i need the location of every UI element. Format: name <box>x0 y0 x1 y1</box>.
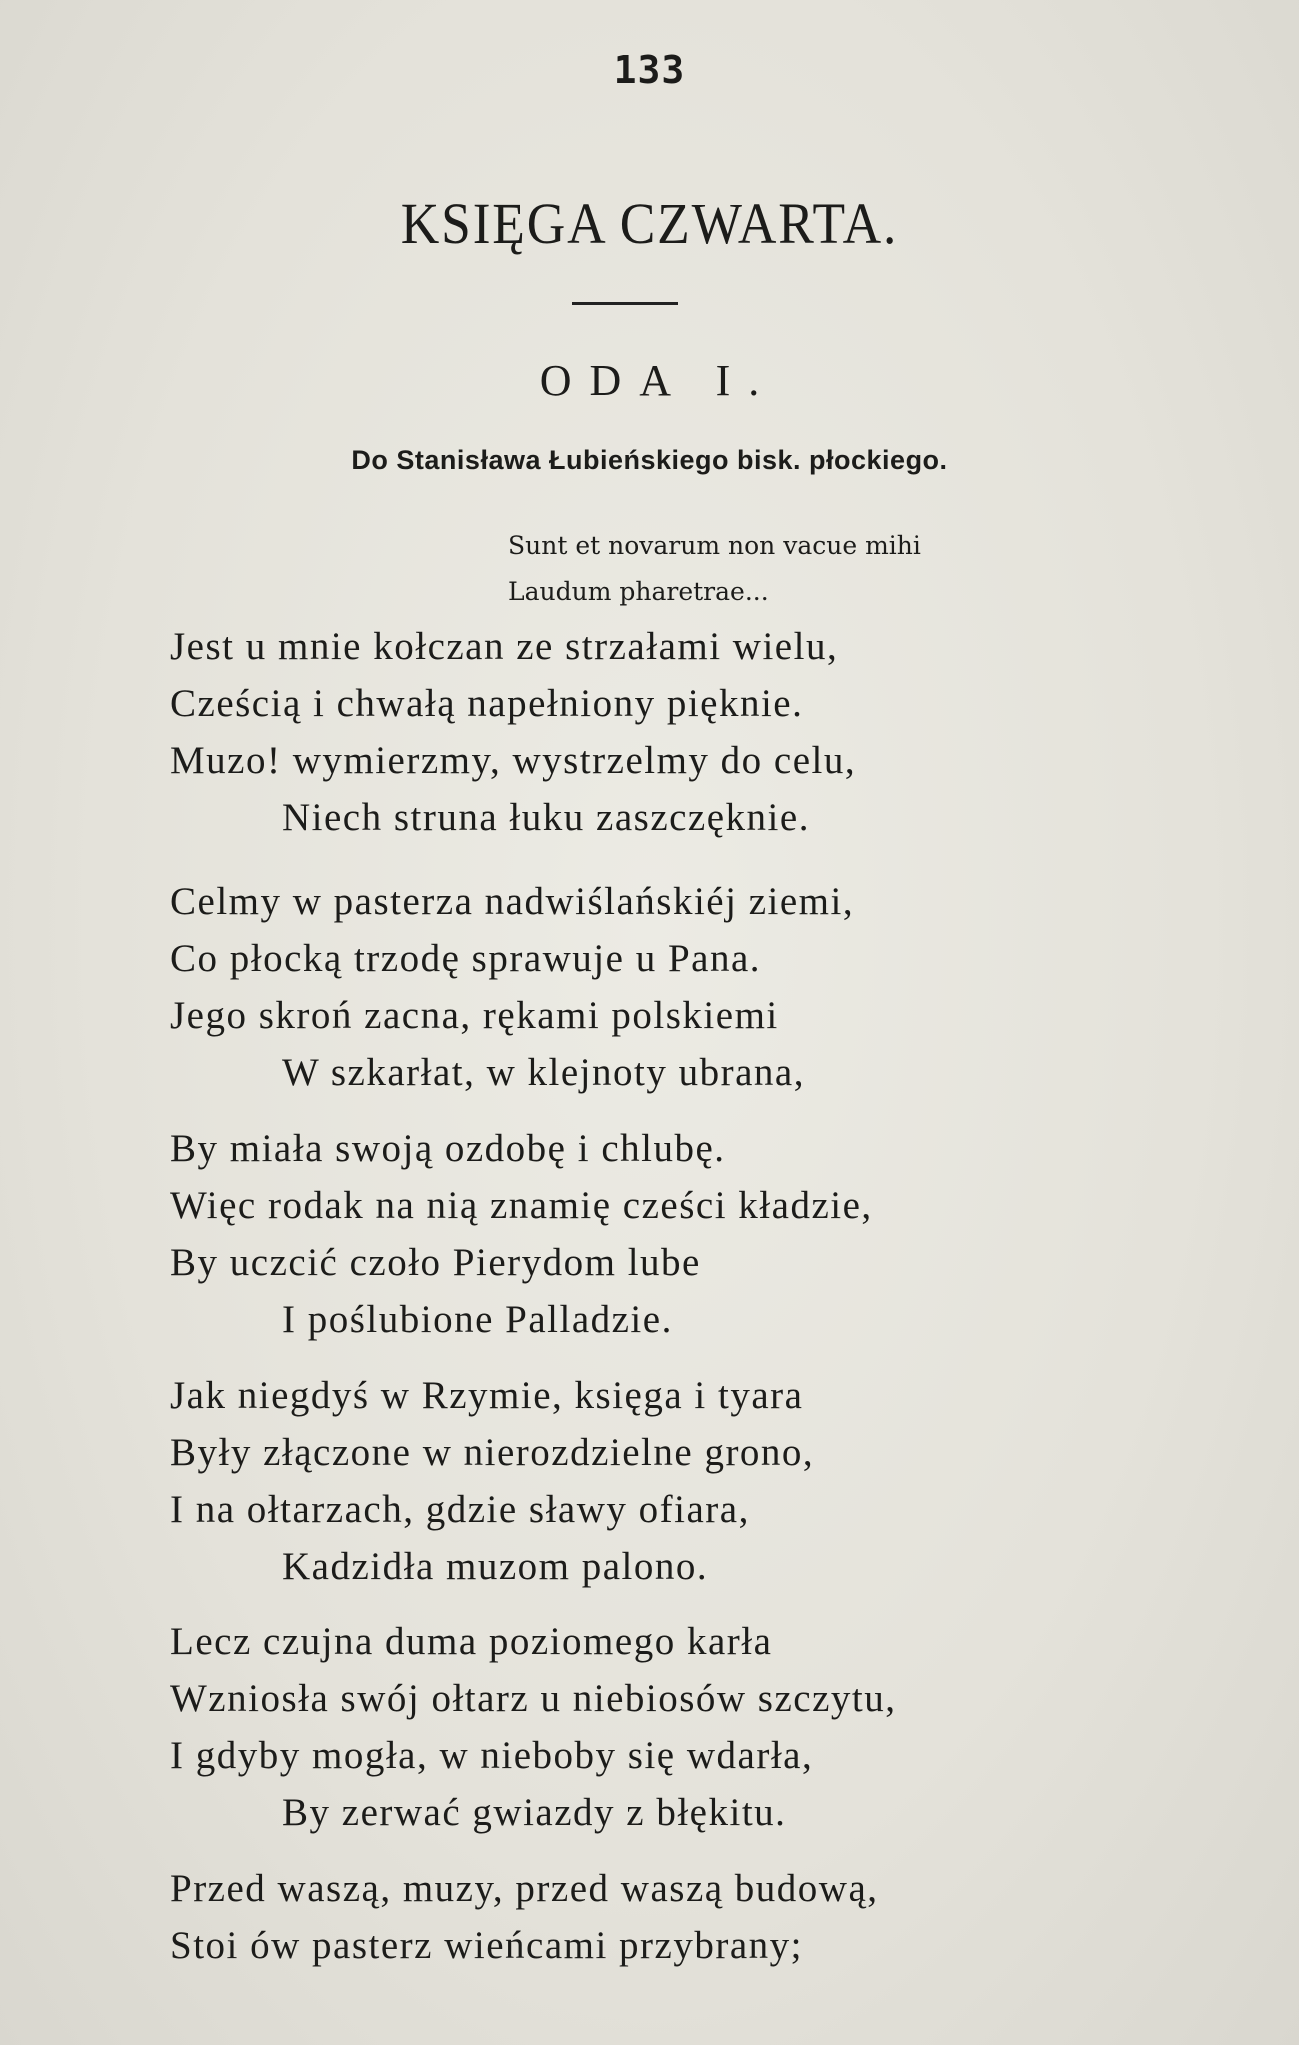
verse-line: I na ołtarzach, gdzie sławy ofiara, <box>170 1488 750 1531</box>
epigraph-line: Sunt et novarum non vacue mihi <box>508 531 921 560</box>
verse-line: Jest u mnie kołczan ze strzałami wielu, <box>170 625 839 668</box>
verse-line: Więc rodak na nią znamię cześci kładzie, <box>170 1184 873 1227</box>
verse-line: Muzo! wymierzmy, wystrzelmy do celu, <box>170 739 857 782</box>
verse-line: By uczcić czoło Pierydom lube <box>170 1241 701 1284</box>
ode-title: ODA I. <box>539 356 778 405</box>
verse-line: Celmy w pasterza nadwiślańskiéj ziemi, <box>170 880 855 923</box>
verse-line: I poślubione Palladzie. <box>282 1298 673 1341</box>
verse-line: Stoi ów pasterz wieńcami przybrany; <box>170 1924 803 1967</box>
verse-line: By zerwać gwiazdy z błękitu. <box>282 1791 787 1834</box>
verse-line: By miała swoją ozdobę i chlubę. <box>170 1127 726 1170</box>
epigraph <box>508 523 921 615</box>
dedication: Do Stanisława Łubieńskiego bisk. płockiego. <box>351 445 948 475</box>
stanza-4 <box>170 1367 814 1595</box>
title-divider <box>572 302 678 305</box>
stanza-3 <box>170 1120 873 1348</box>
book-title: KSIĘGA CZWARTA. <box>400 191 899 256</box>
verse-line: Wzniosła swój ołtarz u niebiosów szczytu, <box>170 1677 897 1720</box>
verse-line: I gdyby mogła, w nieboby się wdarła, <box>170 1734 814 1777</box>
stanza-5 <box>170 1613 897 1841</box>
verse-line: Były złączone w nierozdzielne grono, <box>170 1431 815 1474</box>
verse-line: Przed waszą, muzy, przed waszą budową, <box>170 1867 879 1910</box>
verse-line: Co płocką trzodę sprawuje u Pana. <box>170 937 762 980</box>
verse-line: Cześcią i chwałą napełniony pięknie. <box>170 682 804 725</box>
verse-line: Niech struna łuku zaszczęknie. <box>282 796 810 839</box>
page-number: 133 <box>613 48 686 92</box>
verse-line: Lecz czujna duma poziomego karła <box>170 1620 773 1663</box>
verse-line: Jak niegdyś w Rzymie, księga i tyara <box>170 1374 804 1417</box>
verse-line: W szkarłat, w klejnoty ubrana, <box>282 1051 805 1094</box>
verse-line: Jego skroń zacna, rękami polskiemi <box>170 994 779 1037</box>
epigraph-line: Laudum pharetrae... <box>508 577 769 606</box>
stanza-2 <box>170 873 854 1101</box>
stanza-1 <box>170 618 856 846</box>
stanza-6 <box>170 1860 879 1974</box>
verse-line: Kadzidła muzom palono. <box>282 1545 709 1588</box>
